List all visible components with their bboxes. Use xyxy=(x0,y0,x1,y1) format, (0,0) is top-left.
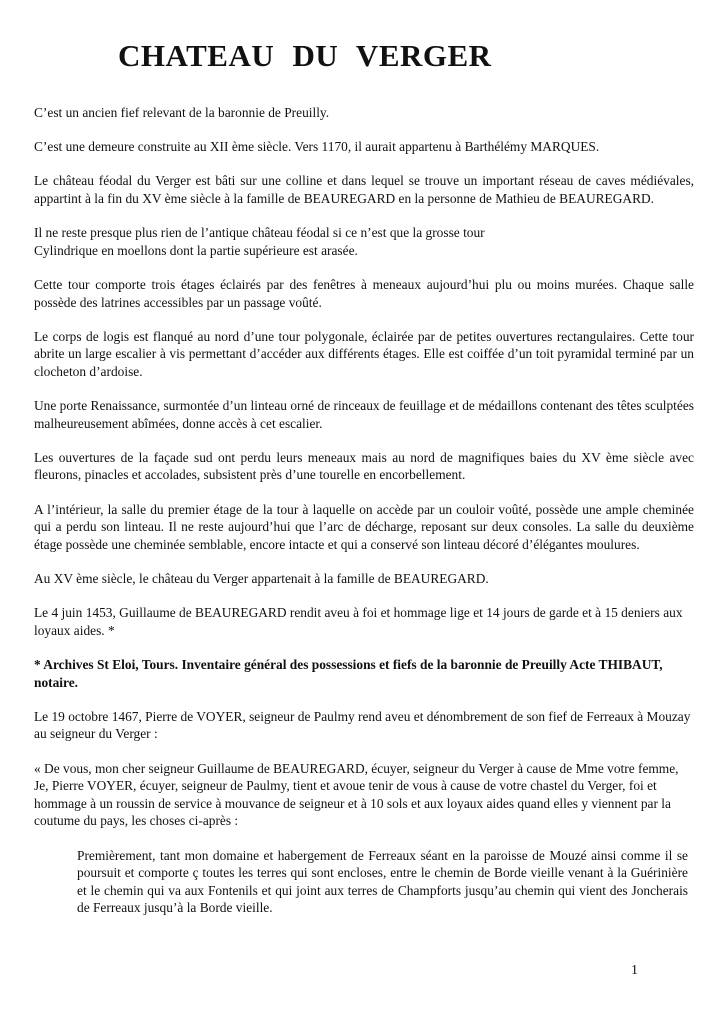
paragraph-main-building: Le corps de logis est flanqué au nord d’une tour polygonale, éclairée par de petites ouvertures rectangulaires. Cette tour abrite un large escalier à vis permettant d’accéder aux différents étages. Elle est coiffée d’un toit pyramidal terminé par un clocheton d’ardoise. xyxy=(34,328,694,379)
paragraph-remains-line-1: Il ne reste presque plus rien de l’antique château féodal si ce n’est que la grosse tour xyxy=(34,225,485,241)
page-number: 1 xyxy=(631,963,638,978)
document-body xyxy=(34,104,694,934)
paragraph-construction: C’est une demeure construite au XII ème siècle. Vers 1170, il aurait appartenu à Barthélémy MARQUES. xyxy=(34,139,600,155)
paragraph-facade-openings: Les ouvertures de la façade sud ont perdu leurs meneaux mais au nord de magnifiques baies du XV ème siècle avec fleurons, pinacles et accolades, subsistent près d’une tourelle en encorbellement. xyxy=(34,449,694,483)
paragraph-feodal-castle: Le château féodal du Verger est bâti sur une colline et dans lequel se trouve un important réseau de caves médiévales, appartint à la fin du XV ème siècle à la famille de BEAUREGARD en la personne de Mathieu de BEAUREGARD. xyxy=(34,173,694,206)
paragraph-remains xyxy=(34,224,694,259)
paragraph-fief: C’est un ancien fief relevant de la baronnie de Preuilly. xyxy=(34,105,330,120)
paragraph-aveu-1467: Le 19 octobre 1467, Pierre de VOYER, seigneur de Paulmy rend aveu et dénombrement de son fief de Ferreaux à Mouzay au seigneur du Verger : xyxy=(34,708,691,742)
paragraph-interior: A l’intérieur, la salle du premier étage de la tour à laquelle on accède par un couloir voûté, possède une ample cheminée qui a perdu son linteau. Il ne reste aujourd’hui que l’arc de décharge, reposant sur deux consoles. La salle du deuxième étage possède une cheminée semblable, encore intacte et qui a conservé son linteau décoré d’élégantes moulures. xyxy=(34,501,694,552)
paragraph-tower-floors: Cette tour comporte trois étages éclairés par des fenêtres à meneaux aujourd’hui plu ou moins murées. Chaque salle possède des latrines accessibles par un passage voûté. xyxy=(34,276,694,310)
paragraph-remains-line-2: Cylindrique en moellons dont la partie supérieure est arasée. xyxy=(34,242,358,258)
paragraph-premierement: Premièrement, tant mon domaine et habergement de Ferreaux séant en la paroisse de Mouzé ainsi comme il se poursuit et comporte ç toutes les terres qui sont encloses, entre le chemin de Borde vieille venant à la Guérinière et le chemin qui va aux Fontenils et qui joint aux terres de Champforts jusqu’au chemin qui vient des Joncherais de Ferreaux jusqu’à la Borde vieille. xyxy=(77,847,688,916)
paragraph-renaissance-door: Une porte Renaissance, surmontée d’un linteau orné de rinceaux de feuillage et de médaillons contenant des têtes sculptées malheureusement abîmées, donne accès à cet escalier. xyxy=(34,398,694,431)
paragraph-aveu-1453: Le 4 juin 1453, Guillaume de BEAUREGARD rendit aveu à foi et hommage lige et 14 jours de garde et à 15 deniers aux loyaux aides. * xyxy=(34,605,683,638)
footnote-archives: * Archives St Eloi, Tours. Inventaire général des possessions et fiefs de la baronnie de Preuilly Acte THIBAUT, notaire. xyxy=(34,657,663,690)
page-title: CHATEAU DU VERGER xyxy=(118,38,492,73)
quote-line-address: « De vous, mon cher seigneur Guillaume de BEAUREGARD, écuyer, seigneur du Verger à cause de Mme votre femme, xyxy=(34,760,679,776)
quote-block xyxy=(34,760,694,830)
quote-line-declaration: Je, Pierre VOYER, écuyer, seigneur de Paulmy, tient et avoue tenir de vous à cause de votre chastel du Verger, foi et hommage à un roussin de service à mouvance de seigneur et à 10 sols et aux loyaux aides quand elles y viennent par la coutume du pays, les choses ci-après : xyxy=(34,778,671,829)
paragraph-fifteenth-century: Au XV ème siècle, le château du Verger appartenait à la famille de BEAUREGARD. xyxy=(34,571,489,587)
